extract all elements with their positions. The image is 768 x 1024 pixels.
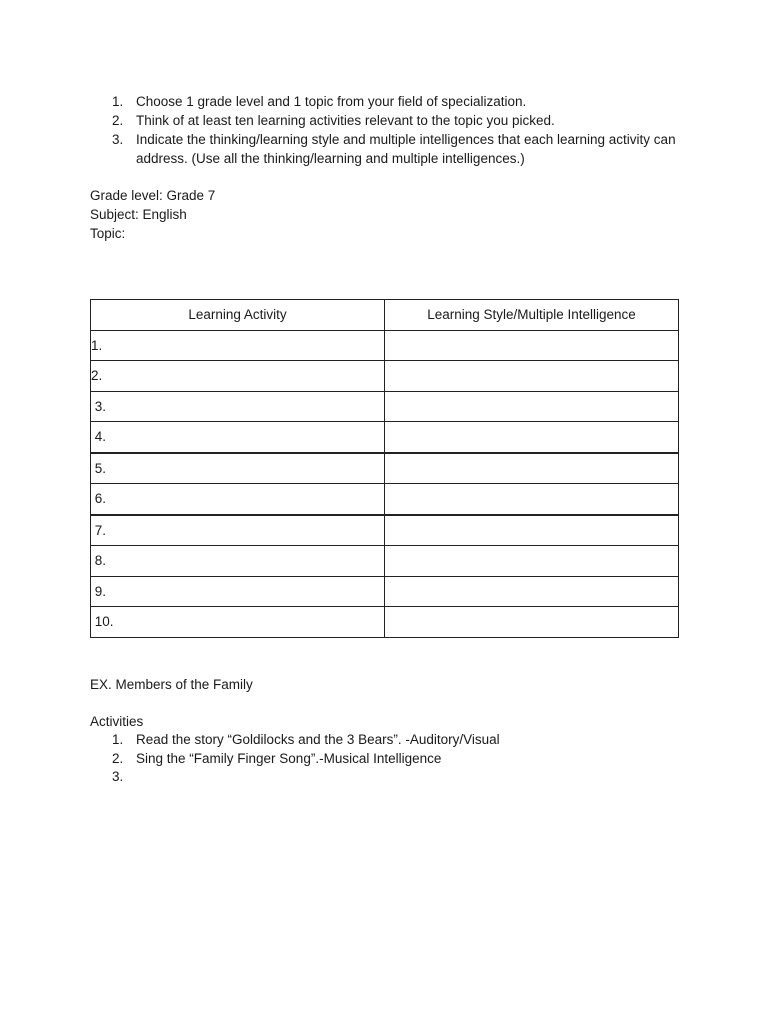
topic-line: Topic:	[90, 226, 126, 241]
style-cell[interactable]	[385, 607, 679, 638]
table-header-row	[91, 300, 679, 331]
activities-heading: Activities	[90, 714, 144, 729]
table-row	[91, 607, 679, 638]
style-cell[interactable]	[385, 330, 679, 361]
activity-cell[interactable]: 6.	[91, 484, 385, 515]
list-item	[90, 731, 680, 750]
activity-cell[interactable]: 9.	[91, 576, 385, 607]
style-cell[interactable]	[385, 422, 679, 453]
list-item	[90, 768, 680, 787]
instruction-text: Think of at least ten learning activities relevant to the topic you picked.	[136, 113, 555, 128]
activity-cell[interactable]: 7.	[91, 515, 385, 546]
instruction-number: 1.	[112, 94, 124, 109]
instruction-item	[90, 111, 680, 130]
activities-table	[90, 299, 679, 638]
table-row	[91, 453, 679, 484]
instructions-list	[90, 92, 680, 168]
style-cell[interactable]	[385, 391, 679, 422]
instruction-number: 3.	[112, 132, 124, 147]
list-item-number: 2.	[112, 750, 124, 766]
list-item-text: Sing the “Family Finger Song”.-Musical Intelligence	[136, 750, 442, 766]
style-cell[interactable]	[385, 484, 679, 515]
activity-cell[interactable]: 1.	[91, 330, 385, 361]
activity-cell[interactable]: 10.	[91, 607, 385, 638]
activity-cell[interactable]: 5.	[91, 453, 385, 484]
activity-cell[interactable]: 3.	[91, 391, 385, 422]
table-row	[91, 576, 679, 607]
activity-cell[interactable]: 2.	[91, 361, 385, 392]
table-row	[91, 422, 679, 453]
list-item-number: 1.	[112, 732, 124, 747]
example-activities-list	[90, 731, 680, 787]
instruction-text: Indicate the thinking/learning style and multiple intelligences that each learning activity can address. (Use all the thinking/learning and multiple intelligences.)	[136, 132, 676, 166]
table-row	[91, 546, 679, 577]
example-title: EX. Members of the Family	[90, 677, 253, 692]
list-item	[90, 750, 680, 769]
table-row	[91, 515, 679, 546]
style-cell[interactable]	[385, 361, 679, 392]
learning-activity-header: Learning Activity	[91, 300, 385, 331]
style-cell[interactable]	[385, 576, 679, 607]
list-item-text: Read the story “Goldilocks and the 3 Bears”. -Auditory/Visual	[136, 732, 500, 747]
learning-style-header: Learning Style/Multiple Intelligence	[385, 300, 679, 331]
table-row	[91, 361, 679, 392]
instruction-item	[90, 130, 680, 168]
subject-line: Subject: English	[90, 207, 187, 222]
table-row	[91, 391, 679, 422]
style-cell[interactable]	[385, 453, 679, 484]
list-item-number: 3.	[112, 769, 124, 784]
instruction-item	[90, 92, 680, 111]
grade-level-line: Grade level: Grade 7	[90, 188, 216, 203]
lesson-meta	[90, 186, 215, 243]
table-row	[91, 330, 679, 361]
activity-cell[interactable]: 4.	[91, 422, 385, 453]
instruction-text: Choose 1 grade level and 1 topic from your field of specialization.	[136, 94, 527, 109]
activity-cell[interactable]: 8.	[91, 546, 385, 577]
style-cell[interactable]	[385, 515, 679, 546]
instruction-number: 2.	[112, 113, 124, 128]
style-cell[interactable]	[385, 546, 679, 577]
table-row	[91, 484, 679, 515]
